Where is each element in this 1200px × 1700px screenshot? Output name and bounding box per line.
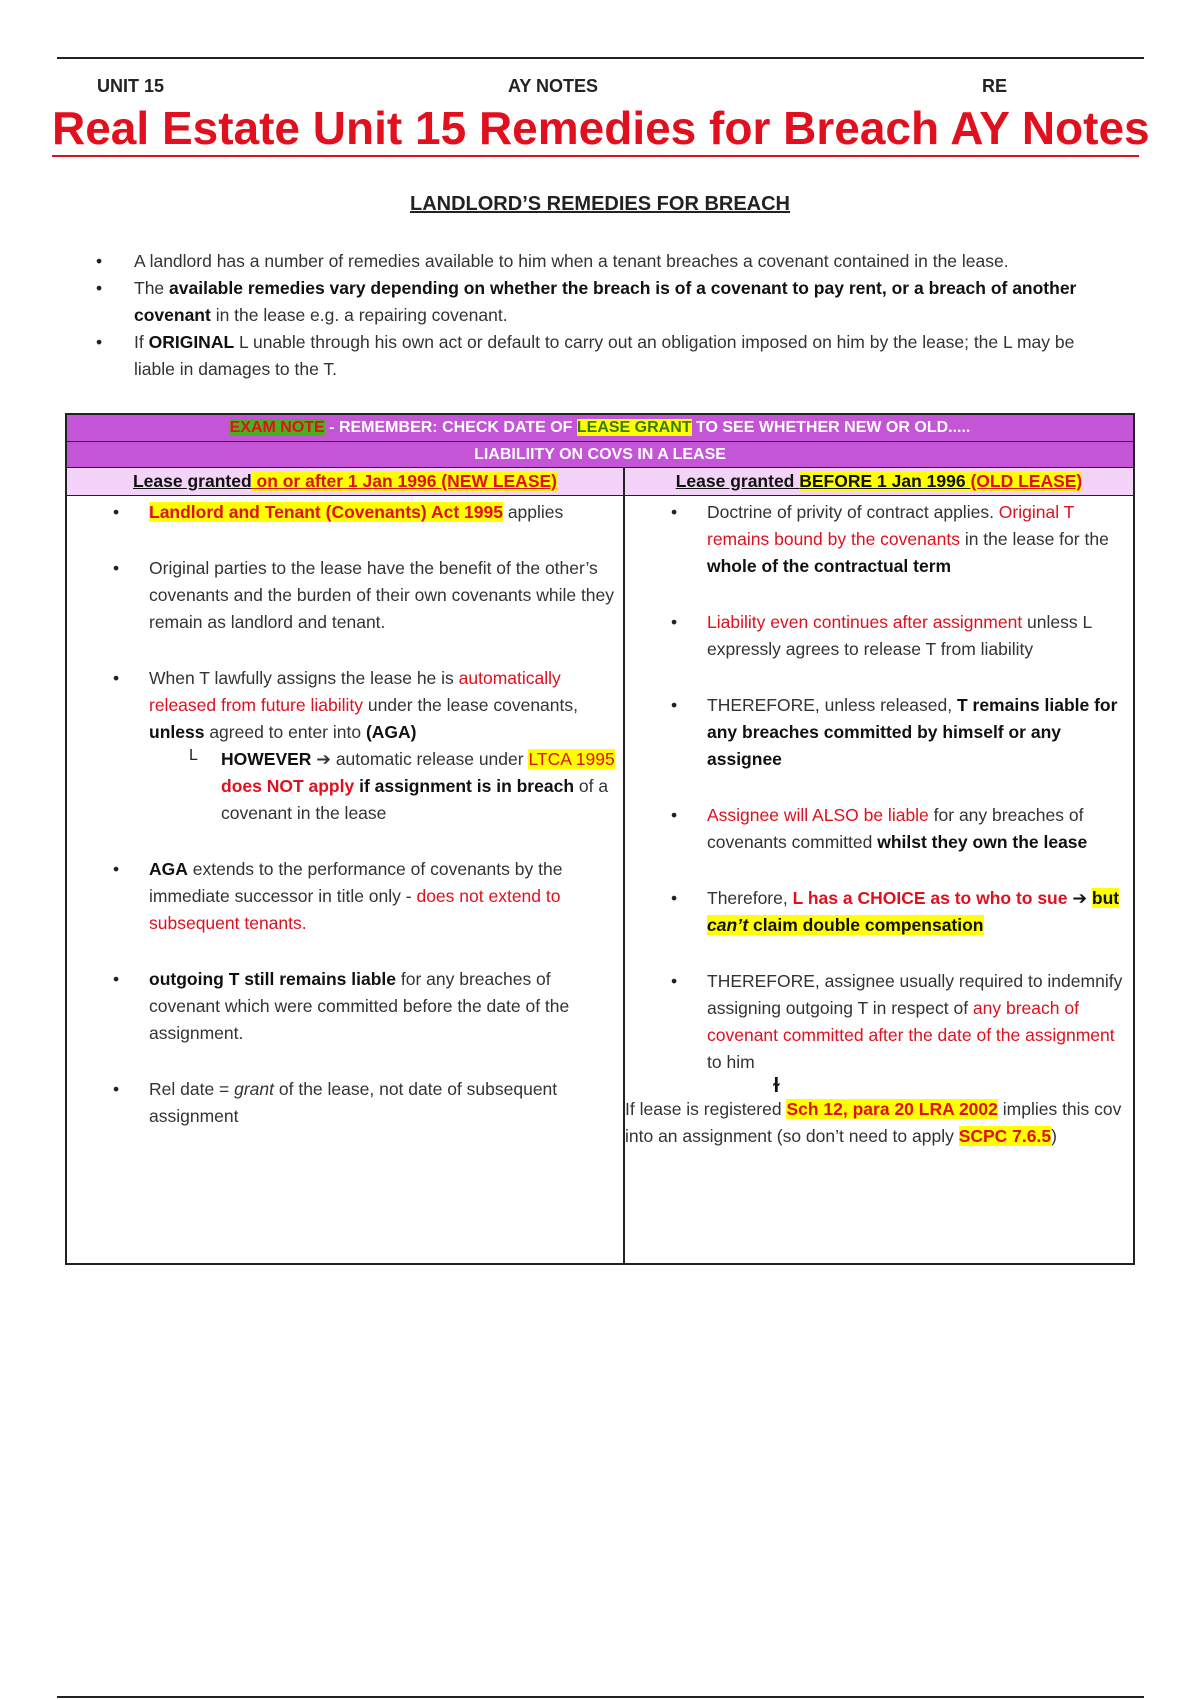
old-lease-column [625, 499, 1127, 1150]
title-underline [52, 155, 1139, 157]
new-lease-header: Lease granted on or after 1 Jan 1996 (NEW LEASE) [67, 468, 623, 496]
lease-grant-label: LEASE GRANT [576, 419, 692, 436]
top-rule [57, 57, 1144, 59]
old-lease-item: • Liability even continues after assignment unless L expressly agrees to release T from liability [663, 609, 1127, 663]
new-lease-column [105, 499, 615, 1130]
intro-item: • If ORIGINAL L unable through his own act or default to carry out an obligation imposed on him by the lease; the L may be liable in damages to the T. [92, 329, 1102, 383]
registered-lease-note: If lease is registered Sch 12, para 20 LRA 2002 implies this cov into an assignment (so don’t need to apply SCPC 7.6.5) [625, 1099, 1122, 1146]
old-lease-header: Lease granted BEFORE 1 Jan 1996 (OLD LEASE) [625, 468, 1133, 496]
exam-note-label: EXAM NOTE [229, 419, 325, 436]
intro-item: • A landlord has a number of remedies available to him when a tenant breaches a covenant contained in the lease. [92, 248, 1102, 275]
liability-banner: LIABILIITY ON COVS IN A LEASE [67, 442, 1133, 468]
old-lease-item: • THEREFORE, assignee usually required to indemnify assigning outgoing T in respect of any breach of covenant committed after the date of the assignment to him [663, 968, 1127, 1076]
header-unit: UNIT 15 [97, 76, 165, 96]
page-title: Real Estate Unit 15 Remedies for Breach AY Notes [52, 102, 1150, 154]
intro-item: • The available remedies vary depending on whether the breach is of a covenant to pay rent, or a breach of another covenant in the lease e.g. a repairing covenant. [92, 275, 1102, 329]
t-mark-icon: ɫ [773, 1075, 780, 1097]
old-lease-item: • Assignee will ALSO be liable for any breaches of covenants committed whilst they own the lease [663, 802, 1127, 856]
new-lease-item: • Rel date = grant of the lease, not date of subsequent assignment [105, 1076, 615, 1130]
new-lease-item: • When T lawfully assigns the lease he is automatically released from future liability under the lease covenants, unless agreed to enter into (AGA) L HOWEVER ➔ automatic release under LTCA 1995 does NOT apply if assignment is in breach of a covenant in the lease [105, 665, 615, 827]
liability-table [65, 413, 1135, 1265]
bottom-rule [57, 1696, 1144, 1698]
new-lease-item: • AGA extends to the performance of covenants by the immediate successor in title only - does not extend to subsequent tenants. [105, 856, 615, 937]
exam-note-banner: EXAM NOTE - REMEMBER: CHECK DATE OF LEASE GRANT TO SEE WHETHER NEW OR OLD..... [67, 415, 1133, 442]
old-lease-item: • Doctrine of privity of contract applies. Original T remains bound by the covenants in the lease for the whole of the contractual term [663, 499, 1127, 580]
header-notes: AY NOTES [508, 76, 599, 96]
intro-list [92, 248, 1102, 383]
new-lease-item: • Original parties to the lease have the benefit of the other’s covenants and the burden of their own covenants while they remain as landlord and tenant. [105, 555, 615, 636]
old-lease-item: • Therefore, L has a CHOICE as to who to sue ➔ but can’t claim double compensation [663, 885, 1127, 939]
new-lease-item: • Landlord and Tenant (Covenants) Act 1995 applies [105, 499, 615, 526]
header-subject: RE [982, 76, 1008, 96]
section-title: LANDLORD’S REMEDIES FOR BREACH [409, 193, 790, 215]
however-subpoint: L HOWEVER ➔ automatic release under LTCA 1995 does NOT apply if assignment is in breach of a covenant in the lease [105, 746, 615, 827]
sub-arrow-icon: L [189, 747, 198, 764]
new-lease-item: • outgoing T still remains liable for any breaches of covenant which were committed before the date of the assignment. [105, 966, 615, 1047]
old-lease-item: • THEREFORE, unless released, T remains liable for any breaches committed by himself or any assignee [663, 692, 1127, 773]
